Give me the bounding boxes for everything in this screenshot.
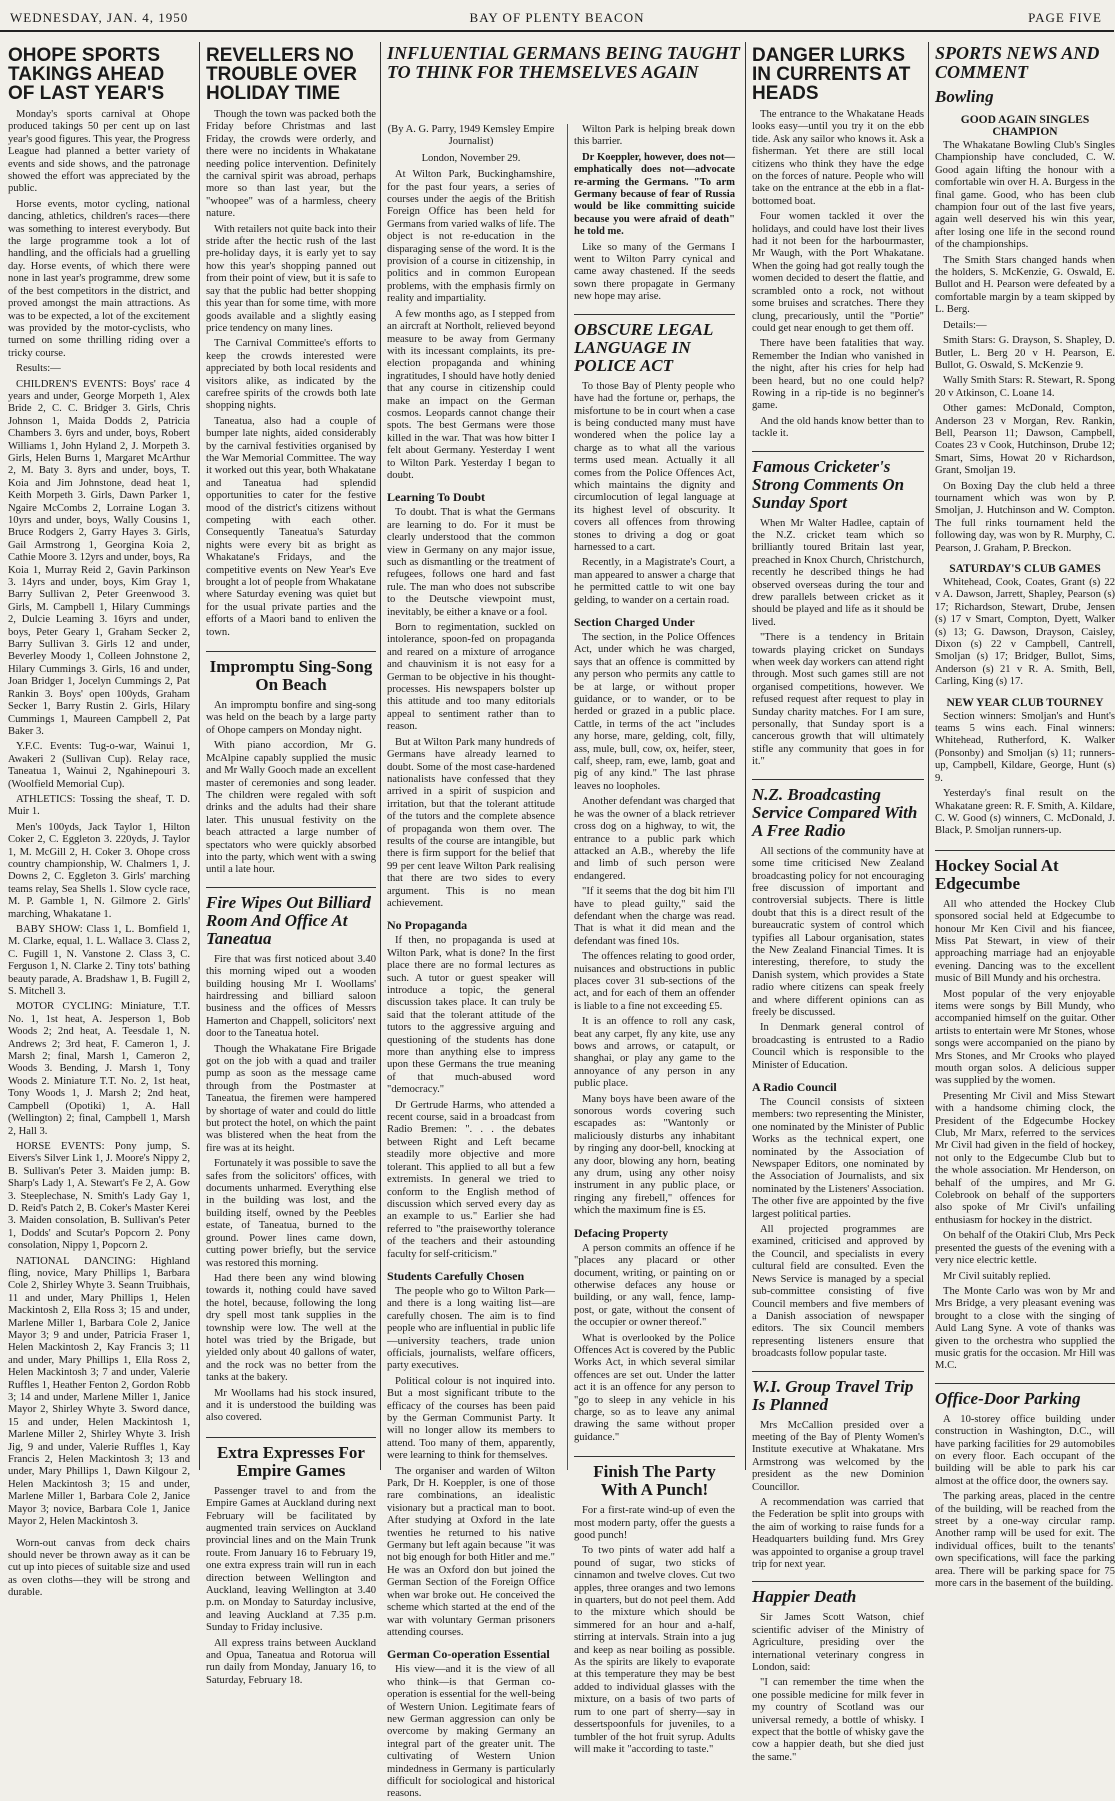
subhead-saturday-games: SATURDAY'S CLUB GAMES (949, 563, 1101, 575)
article-paragraph: Mr Woollams had his stock insured, and it is understood the building was also covered. (206, 1387, 376, 1424)
article-paragraph: "If it seems that the dog bit him I'll have to plead guilty," said the defendant when the charge was read. That is what it did mean and the defendant was fined 10s. (574, 886, 735, 947)
headline-ohope-sports: OHOPE SPORTS TAKINGS AHEAD OF LAST YEAR'S (8, 45, 165, 104)
article-paragraph: Results:— (16, 363, 61, 375)
article-paragraph: The Council consists of sixteen members: two representing the Minister, one nominated by the Minister of Public Works as the technical expert, one nominated by the Association of Newspaper Editors, one nominated by the Association of Journalists, and six nominated by the Listeners' Association. The other five are appointed by the five largest political parties. (752, 1097, 924, 1220)
results-baby-show: BABY SHOW: Class 1, L. Bomfield 1, M. Clarke, equal, 1. L. Wallace 3. Class 2, C. Fugill 1, N. Vanstone 2. Class 3, C. Ferguson 1, N. Clarke 2. Tiny tots' bathing beauty parade, A. Bradshaw 1, B. Fugill 2, S. Mitchell 3. (8, 924, 190, 998)
page-number: PAGE FIVE (1028, 10, 1102, 25)
results-children: CHILDREN'S EVENTS: Boys' race 4 years and under, George Morpeth 1, Alex Bride 2, C. C. Bridger 3. Girls, Chris Johnson 1, Maida Dodds 2, Patricia Chambers 3. 6yrs and under, boys, Robert Williams 1, John Hyland 2, J. Morpeth 3. Girls, Helen Burns 1, Margaret McArthur 2, M. Baty 3. 8yrs and under, boys, T. Koia and Jim Johnstone, dead heat 1, Keith Morpeth 3. Girls, Dawn Parker 1, Ngaire McCombs 2, Lorraine Logan 3. 10yrs and under, boys, Wally Cousins 1, Bruce Rodgers 2, Garry Hayes 3. Girls, Gail Armstrong 1, Georgina Koia 2, Cathie Moore 3. 12yrs and under, boys, Ra Koia 1, Murray Reid 2, Gavin Parkinson 3. 14yrs and under, boys, Kim Gray 1, Barry Sullivan 2, Peter Greenwood 3. Girls, M. Campbell 1, Hilary Cummings 2, Dulcie Leaming 3. 16yrs and under, boys, Peter Geary 1, Graham Secker 2, Barry Sullivan 3. Girls 12 and under, Beverley Moody 1, Colleen Johnstone 2, Hilary Cummings 3. Girls, 16 and under, Joan Bridger 1, Jocelyn Cummings 2, Pat Rankin 3. Boys' open 100yds, Graham Secker 1, Barry Rustin 2. Girls, Hilary Cummings 1, Maureen Campbell 2, Pat Baker 3. (8, 378, 190, 737)
article-paragraph: Monday's sports carnival at Ohope produced takings 50 per cent up on last year's good figures. This year, the Progress League had planned a better variety of events and side shows, and the patronage showed the effort was appreciated by the public. (8, 109, 190, 195)
columns (8, 42, 1115, 1800)
article-paragraph: There have been fatalities that way. Remember the Indian who vanished in the night, after his cries for help had been heard, but no one could help? Rowing in a rip-tide is no beginner's game. (752, 338, 924, 412)
subhead-students: Students Carefully Chosen (387, 1268, 525, 1283)
article-paragraph: If then, no propaganda is used at Wilton Park, what is done? In the first place there are no formal lectures as such. A tutor or guest speaker will introduce a topic, the general discussion takes place. It can truly be said that the tolerant attitude of the tutors to the aggressive arguing and questioning of the students has done more than anything else to impress upon these Germans the true meaning of that much-abused word "democracy." (387, 935, 555, 1096)
article-paragraph: Mr Civil suitably replied. (943, 1270, 1051, 1282)
article-paragraph: Like so many of the Germans I went to Wilton Parry cynical and came away chastened. If the seeds sown there propagate in Germany new hope may arise. (574, 241, 735, 303)
headline-danger: DANGER LURKS IN CURRENTS AT HEADS (752, 45, 911, 104)
issue-date: WEDNESDAY, JAN. 4, 1950 (10, 10, 189, 25)
article-paragraph: Most popular of the very enjoyable items were songs by Bill Mundy, who accompanied himself on the guitar. Other artists to entertain were Mr Stones, whose songs were accompanied on the piano by Mrs Stones, and Mr Crooks who played mouth organ solos. A delicious supper was supplied by the women. (935, 988, 1115, 1087)
kicker-bowling: Bowling (935, 87, 994, 106)
article-paragraph: It is an offence to roll any cask, beat any carpet, fly any kite, use any bows and arrows, or catapult, or shanghai, or play any game to the annoyance of any person in any public place. (574, 1016, 735, 1090)
article-paragraph: To two pints of water add half a pound of sugar, two sticks of cinnamon and twelve cloves. Cut two apples, three oranges and two lemons in quarters, but do not peel them. Add to the mixture which should be simmered for an hour and a-half, stirring at intervals. Strain into a jug and keep as near boiling as possible. As the spirits are likely to evaporate at this temperature they may be best added to individual glasses with the mixture, on a basis of two parts of rum to one part of sherry—say in dessertspoonfuls for juveniles, to a tumbler of the hot fruit syrup. Adults will make it "according to taste." (574, 1545, 735, 1755)
article-paragraph: Mrs McCallion presided over a meeting of the Bay of Plenty Women's Institute executive at Whakatane. Mrs Armstrong was welcomed by the president as the new Dominion Councillor. (752, 1419, 924, 1493)
results-national-dancing: NATIONAL DANCING: Highland fling, novice, Mary Phillips 1, Barbara Cole 2, Shirley Whyte 3. Seann Truibhais, 11 and under, Mary Phillips 1, Helen Mackintosh 2, Ella Ross 3; 15 and under, Marlene Miller 1, Barbara Cole 2, Janice Mayor 3; 9 and under, Patricia Fraser 1, Helen Mackintosh 2, Kay Francis 3; 11 and under, Mary Phillips 1, Ella Ross 2, Helen Mackintosh 3; 7 and under, Valerie Ruffles 1, Heather Fenton 2, Gordon Robb 3; 14 and under, Marlene Miller 1, Janice Mayor 2, Shirley Whyte 3. Sword dance, 15 and under, Helen Mackintosh 1, Marlene Miller 2, Shirley Whyte 3. Irish Jig, 9 and under, Valerie Ruffles 1, Kay Francis 2, Helen Mackintosh 3; 13 and under, Mary Phillips 1, Dawn Kilgour 2, Helen Mackintosh 3; 15 and under, Marlene Miller 1, Barbara Cole 2, Janice Mayor 3; novice, Barbara Cole 1, Janice Mayor 2, Helen Mackintosh 3. (8, 1255, 190, 1528)
article-paragraph: Sir James Scott Watson, chief scientific adviser of the Ministry of Agriculture, presiding over the international veterinary congress in London, said: (752, 1612, 924, 1674)
article-paragraph: To those Bay of Plenty people who have had the fortune or, perhaps, the misfortune to be in court when a case is being conducted many must have wondered when the police lay a charge as to what all the various terms used mean. Actually it all comes from the Police Offences Act, which maintains the dignity and circumlocution of legal language at its highest level of obscurity. It covers all offences from throwing stones to driving a dog or goat harnessed to a cart. (574, 380, 735, 553)
headline-punch: Finish The Party With A Punch! (574, 1456, 735, 1499)
headline-hockey-social: Hockey Social At Edgecumbe (935, 850, 1115, 893)
article-paragraph: The Whakatane Bowling Club's Singles Championship have concluded, C. W. Good again lifting the honour with a comfortable win over H. A. Burgess in the final game. Good, who has been club champion four out of the last five years, again well deserved his win this year, after losing one life in the second round of the championships. (935, 140, 1115, 251)
article-paragraph: But at Wilton Park many hundreds of Germans have already learned to doubt. Some of the most case-hardened nationalists have confessed that they arrived in a spirit of suspicion and irritation, but that the tolerant attitude of the tutors and the complete absence of propaganda won them over. The results of the course are intangible, but there is firm support for the belief that 99 per cent leave Wilton Park realising that there are two sides to every argument. This is no mean achievement. (387, 736, 555, 909)
article-paragraph: Wilton Park is helping break down this barrier. (574, 124, 735, 148)
article-paragraph: A person commits an offence if he "places any placard or other document, writing, or painting on or otherwise defaces any house or building, or any wall, fence, lamp-post, or gate, without the consent of the occupier or owner thereof." (574, 1242, 735, 1329)
article-paragraph: Details:— (943, 319, 987, 331)
article-paragraph: For a first-rate wind-up of even the most modern party, offer the guests a good punch! (574, 1505, 735, 1541)
article-paragraph: Whitehead, Cook, Coates, Grant (s) 22 v A. Dawson, Jarrett, Shapley, Pearson (s) 17; Richardson, Stewart, Drube, Jensen (s) 17 v Smart, Compton, Dyett, Walker (s) 13; G. Dawson, Drayson, Caisley, Dixon (s) 22 v Campbell, Cantrell, Smoljan (s) 17; Bridger, Bullot, Sims, Anderson (s) 21 v R. A. Smith, Bell, Carling, King (s) 17. (935, 577, 1115, 688)
headline-broadcasting: N.Z. Broadcasting Service Compared With A Free Radio (752, 779, 924, 840)
column-revellers (199, 42, 382, 1686)
article-paragraph: To doubt. That is what the Germans are learning to do. For it must be clearly understood that the common view in Germany on any major issue, such as dismantling or the treatment of refugees, follows one hard and fast rule. The man who does not subscribe to the Deutsche viewpoint must, inevitably, be either a knave or a fool. (387, 507, 555, 618)
column-ohope-sports (8, 42, 196, 1599)
article-paragraph: With retailers not quite back into their stride after the hectic rush of the last pre-holiday days, it is early yet to say how this year's shopping panned out from their point of view, but it is safe to say that the public had better shopping this year than for some time, with more goods available and a slightly easing price tendency on many lines. (206, 223, 376, 334)
article-paragraph: Recently, in a Magistrate's Court, a man appeared to answer a charge that he permitted cattle to wit one bay gelding, to wander on a certain road. (574, 557, 735, 606)
article-paragraph: A few months ago, as I stepped from an aircraft at Northolt, relieved beyond measure to be away from Germany with its incessant complaints, its pre-election propaganda and whining ingratitudes, I should have hotly denied that any course in citizenship could make an impact on the German cosmos. Leopards cannot change their spots. The best Germans were those killed in the war. That was how bitter I felt about Germany. Yesterday I went to Wilton Park. Yesterday I began to doubt. (387, 308, 555, 481)
headline-revellers: REVELLERS NO TROUBLE OVER HOLIDAY TIME (206, 45, 357, 104)
article-paragraph: Passenger travel to and from the Empire Games at Auckland during next February will be facilitated by augmented train services on Auckland provincial lines and on the Main Trunk route. From January 16 to February 19, one extra express train will run in each direction between Wellington and Auckland, leaving Wellington at 3.40 p.m. on Monday to Saturday inclusive, and leaving Auckland at 7.35 p.m. Sunday to Friday inclusive. (206, 1485, 376, 1634)
headline-sing-song: Impromptu Sing-Song On Beach (206, 651, 376, 694)
headline-happier-death: Happier Death (752, 1581, 924, 1606)
article-paragraph: The Smith Stars changed hands when the holders, S. McKenzie, G. Oswald, E. Bullot and H. Pearson were defeated by a comfortable margin by a team skipped by L. Berg. (935, 254, 1115, 316)
article-paragraph: Dr Gertrude Harms, who attended a recent course, said in a broadcast from Radio Bremen: ". . . the debates between Right and Left became steadily more objective and more tolerant. This applied to all but a few extremists. In general we tried to conform to the English method of discussion which served every day as an example to us." Earlier she had referred to "the praiseworthy tolerance of the teachers and their astounding faculty for self-criticism." (387, 1099, 555, 1260)
article-paragraph: Taneatua, also had a couple of bumper late nights, aided considerably by the carnival festivities organised by the War Memorial Committee. The way it worked out this year, both Whakatane and Taneatua had splendid opportunities to cater for the festive mood of the district's citizens without competing with each other. Consequently Taneatua's Saturday nights were every bit as bright as Whakatane's Fridays, and the competitive events on New Year's Eve brought a lot of people from Whakatane where Saturday evening was quiet but for the usual private parties and the efforts of a Maori band to enliven the town. (206, 415, 376, 638)
headline-cricketer: Famous Cricketer's Strong Comments On Sunday Sport (752, 451, 924, 512)
article-paragraph: When Mr Walter Hadlee, captain of the N.Z. cricket team which so brilliantly toured Britain last year, preached in Knox Church, Christchurch, recently he described things he had observed overseas during the tour and drew parallels between cricket as it should be played and life as it should be lived. (752, 517, 924, 628)
article-paragraph: An impromptu bonfire and sing-song was held on the beach by a large party of Ohope campers on Monday night. (206, 700, 376, 736)
article-paragraph: Though the town was packed both the Friday before Christmas and last Friday, the crowds were orderly, and there were no incidents in Whakatane needing police intervention. Definitely the carnival spirit was abroad, perhaps more so than last year, but the "whoopee" was of a harmless, cheery nature. (206, 109, 376, 220)
article-paragraph: A 10-storey office building under construction in Washington, D.C., will have parking facilities for 29 automobiles on every floor. Each occupant of the building will be able to park his car almost at the office door, the owners say. (935, 1413, 1115, 1487)
article-paragraph: At Wilton Park, Buckinghamshire, for the past four years, a series of courses under the aegis of the British Foreign Office has been held for Germans from varied walks of life. The object is not re-education in the disparaging sense of the word. It is the provision of a course in citizenship, in politics and in common European problems, with the emphasis firmly on reality and impartiality. (387, 169, 555, 305)
results-horse-events: HORSE EVENTS: Pony jump, S. Eivers's Silver Link 1, J. Moore's Nippy 2, B. Sullivan's Peter 3. Maiden jump: B. Sharp's Lady 1, A. Stewart's Fe 2, A. Gow 3. Steeplechase, N. Smith's Lady Gay 1, D. Reid's Patch 2, B. Coker's Master Kerei 3. Maiden consolation, B. Sullivan's Peter 1, Dodds' and Scutar's Popcorn 2. Pony consolation, Nippy 1, Popcorn 2. (8, 1140, 190, 1252)
article-paragraph: Fortunately it was possible to save the safes from the solicitors' offices, with documents unharmed. Everything else in the building was lost, and the building itself, owned by the Peebles estate, of Taneatua, burned to the ground. Power lines came down, cutting power briefly, but the service was restored this morning. (206, 1158, 376, 1269)
article-paragraph: The entrance to the Whakatane Heads looks easy—until you try it on the ebb tide. Ask any sailor who knows it. Ask a fisherman. Yet there are still local citizens who think they have the edge on the forces of nature. People who will take on the entrance at the ebb in a flat-bottomed boat. (752, 109, 924, 207)
article-paragraph: On behalf of the Otakiri Club, Mrs Peck presented the guests of the evening with a very nice electric kettle. (935, 1230, 1115, 1267)
dateline: London, November 29. (421, 152, 521, 164)
subhead-defacing: Defacing Property (574, 1225, 669, 1240)
headline-legal-language: OBSCURE LEGAL LANGUAGE IN POLICE ACT (574, 314, 735, 375)
article-paragraph: Born to regimentation, suckled on intolerance, spoon-fed on propaganda and reared on a mixture of arrogance and chauvinism it is not easy for a German to be objective in his thought-processes. His newspapers bolster up this attitude and too many editorials appeal to sentiment rather than to reason. (387, 622, 555, 733)
subhead-no-propaganda: No Propaganda (387, 918, 468, 933)
subhead-radio-council: A Radio Council (752, 1080, 837, 1094)
filler-canvas-tip: Worn-out canvas from deck chairs should never be thrown away as it can be cut up into pieces of suitable size and used as oven cloths—they will be strong and durable. (8, 1537, 190, 1599)
headline-office-parking: Office-Door Parking (935, 1383, 1115, 1408)
subhead-singles: GOOD AGAIN SINGLES CHAMPION (960, 114, 1090, 138)
article-paragraph: All express trains between Auckland and Opua, Taneatua and Rotorua will run daily from Monday, January 16, to Saturday, February 18. (206, 1637, 376, 1686)
article-paragraph: Many boys have been aware of the sonorous words covering such escapades as: "Wantonly or maliciously disturbs any inhabitant by ringing any door-bell, knocking at any door, blowing any horn, beating any drum, using any other noisy instrument in any public place, or ringing any firebell," offences for which the maximum fine is £5. (574, 1093, 735, 1217)
subcolumn-left (387, 124, 555, 1800)
results-motor-cycling: MOTOR CYCLING: Miniature, T.T. No. 1, 1st heat, A. Jesperson 1, Bob Woods 2; 2nd heat, A. Teesdale 1, N. Andrews 2; 3rd heat, F. Cameron 1, J. Marsh 2; final, Marsh 1, Cameron 2, Woods 3. Bending, J. Marsh 1, Tony Woods 2. Miniature T.T. No. 2, 1st heat, Tony Woods 1, J. Marsh 2; 2nd heat, Campbell (Opotiki) 1, A. Hall (Wellington) 2; final, Campbell 1, Marsh 2, Hall 3. (8, 1001, 190, 1137)
results-athletics: ATHLETICS: Tossing the sheaf, T. D. Muir 1. (8, 793, 190, 818)
article-paragraph: His view—and it is the view of all who think—is that German co-operation is essential for the well-being of Western Union. Legitimate fears of new German aggression can only be overcome by making Germany an integral part of the greater unit. The cultivating of Western Union mindedness in Germany is particularly difficult for sociological and historical reasons. (387, 1664, 555, 1800)
headline-sports-news: SPORTS NEWS AND COMMENT (935, 43, 1100, 82)
results-men: Men's 100yds, Jack Taylor 1, Hilton Coker 2, C. Eggleton 3. 220yds, J. Taylor 1, M. McGill 2, H. Coker 3. Ohope cross country championship, W. Chalmers 1, J. Downs 2, C. Eggleton 3. Girls' marching teams relay, Sea Shells 1. Slow cycle race, M. P. Gamble 1, N. Gilmore 2. Girls' marching, Whakatane 1. (8, 821, 190, 920)
article-paragraph-bold: Dr Koeppler, however, does not—emphatically does not—advocate re-arming the Germans. "To arm Germany because of fear of Russia would be like committing suicide because you were afraid of death" he told me. (574, 151, 735, 238)
headline-wi-travel: W.I. Group Travel Trip Is Planned (752, 1371, 924, 1414)
newspaper-name: BAY OF PLENTY BEACON (469, 10, 645, 25)
article-paragraph: Smith Stars: G. Drayson, S. Shapley, D. Butler, L. Berg 20 v H. Pearson, E. Bullot, G. Oswald, S. McKenzie 9. (935, 335, 1115, 371)
article-paragraph: All sections of the community have at some time criticised New Zealand broadcasting policy for not encouraging free discussion of important and controversial subjects. There is little doubt that this is a direct result of the bureaucratic system of control which typifies all Labour organisation, states the New Zealand Financial Times. It is interesting, therefore, to study the Danish system, which provides a State radio where citizens can speak freely and where different opinions can as freely be discussed. (752, 845, 924, 1018)
article-paragraph: What is overlooked by the Police Offences Act is covered by the Public Works Act, in which several similar offences are set out. Under the latter act it is an offence for any person to "go to sleep in any vehicle in his charge, so as to leave any animal drawing the same without proper guidance." (574, 1332, 735, 1443)
byline: (By A. G. Parry, 1949 Kemsley Empire Journalist) (387, 124, 555, 148)
article-paragraph: Section winners: Smoljan's and Hunt's teams 5 wins each. Final winners: Whitehead, Rutherford, K. Walker (Ponsonby) and Smoljan (s) 11; runners-up, Campbell, Kildare, George, Hunt (s) 9. (935, 710, 1115, 784)
column-danger-lurks (745, 42, 930, 1763)
headline-empire-games: Extra Expresses For Empire Games (206, 1437, 376, 1480)
masthead (0, 0, 1114, 32)
article-paragraph: "I can remember the time when the one possible medicine for milk fever in my country of Scotland was our universal remedy, a bottle of whisky. I expect that the bottle of whisky gave the cow a happier death, but she died just the same." (752, 1677, 924, 1763)
subhead-new-year-tourney: NEW YEAR CLUB TOURNEY (946, 696, 1104, 709)
article-paragraph: Presenting Mr Civil and Miss Stewart with a handsome chiming clock, the President of the Edgecumbe Hockey Club, Mr Marx, referred to the services Mr Civil had given in the field of hockey, not only to the Edgecumbe Club but to the whole association. Mr Henderson, on behalf of the umpires, and Mr G. Colebrook on behalf of the supporters also spoke of Mr Civil's unfailing enthusiasm for hockey in the district. (935, 1090, 1115, 1226)
article-paragraph: Another defendant was charged that he was the owner of a black retriever cross dog on a highway, to wit, the entrance to a public park which attacked an A.B., whereby the life and limb of such person were endangered. (574, 796, 735, 882)
subhead-cooperation: German Co-operation Essential (387, 1647, 550, 1662)
article-paragraph: The Monte Carlo was won by Mr and Mrs Bridge, a very pleasant evening was brought to a close with the singing of Auld Lang Syne. A vote of thanks was given to the orchestra who supplied the music gratis for the occasion. Mr Hill was M.C. (935, 1285, 1115, 1372)
article-paragraph: The Carnival Committee's efforts to keep the crowds interested were appreciated by both local residents and visitors alike, as indicated by the carefree spirits of the crowds both late shopping nights. (206, 338, 376, 412)
article-paragraph: Other games: McDonald, Compton, Anderson 23 v Morgan, Rev. Rankin, Bell, Pearson 11; Dawson, Campbell, Coates 23 v Cook, Hutchinson, Drube 12; Smart, Sims, Howat 20 v Richardson, Grant, Smoljan 19. (935, 403, 1115, 477)
article-paragraph: Horse events, motor cycling, national dancing, athletics, children's races—there was something to interest everybody. But the large programme took a lot of handling, and the officials had a gruelling day. Horse events, of which there were none in last year's programme, drew some of the best competitors in the district, and proved amongst the main attractions. As was to be expected, a lot of the excitement was provided by the motor-cyclists, who turned on some thrilling riding over a tricky course. (8, 198, 190, 359)
results-yfc: Y.F.C. Events: Tug-o-war, Wainui 1, Awakeri 2 (Sullivan Cup). Relay race, Taneatua 1, Wainui 2, Ngahinepouri 3. (Woolfield Memorial Cup). (8, 741, 190, 790)
article-paragraph: Yesterday's final result on the Whakatane green: R. F. Smith, A. Kildare, C. W. Good (s) winners, C. McDonald, J. Black, P. Smoljan runners-up. (935, 788, 1115, 837)
subhead-learning: Learning To Doubt (387, 490, 486, 505)
article-paragraph: The offences relating to good order, nuisances and obstructions in public places cover 31 sub-sections of the act, and for each of them an offender is liable to a fine not exceeding £5. (574, 951, 735, 1012)
article-paragraph: And the old hands know better than to tackle it. (752, 415, 924, 440)
article-paragraph: Though the Whakatane Fire Brigade got on the job with a quad and trailer pump as soon as the message came through from the Postmaster at Taneatua, the firemen were hampered by shortage of water and could do little but protect the hotel, on which the paint was blistered when the heat from the fire was at its height. (206, 1043, 376, 1154)
subhead-section: Section Charged Under (574, 615, 695, 629)
article-paragraph: Wally Smith Stars: R. Stewart, R. Spong 20 v Atkinson, C. Loane 14. (935, 375, 1115, 399)
article-paragraph: A recommendation was carried that the Federation be split into groups with the aim of working to raise funds for a Headquarters building fund. Mrs Grey was appointed to organise a group travel trip for next year. (752, 1496, 924, 1570)
article-paragraph: Political colour is not inquired into. But a most significant tribute to the efficacy of the courses has been paid by the German Communist Party. It will no longer allow its members to attend. Too many of them, apparently, were learning to think for themselves. (387, 1375, 555, 1462)
article-paragraph: In Denmark general control of broadcasting is entrusted to a Radio Council which is responsible to the Minister of Education. (752, 1022, 924, 1071)
column-sports-news (928, 42, 1115, 1590)
subcolumn-right (567, 124, 735, 1755)
article-paragraph: The section, in the Police Offences Act, under which he was charged, says that an offence is committed by any person who permits any cattle to be at large, or without proper guidance, or to wander, or to be herded or grazed in a public place. Cattle, in terms of the act "includes any horse, mare, gelding, colt, filly, ass, mule, bull, cow, ox, heifer, steer, calf, sheep, ram, ewe, lamb, goat and pig of any kind." The last phrase leaves no loopholes. (574, 632, 735, 792)
article-paragraph: The people who go to Wilton Park—and there is a long waiting list—are carefully chosen. The aim is to find people who are influential in public life—university teachers, trade union officials, journalists, welfare officers, party executives. (387, 1285, 555, 1372)
article-paragraph: Fire that was first noticed about 3.40 this morning wiped out a wooden building housing Mr I. Woollams' hairdressing and billiard saloon business and the offices of Messrs Hamerton and Chappell, solicitors' next door to the Taneatua hotel. (206, 953, 376, 1040)
article-paragraph: Had there been any wind blowing towards it, nothing could have saved the hotel, because, following the long dry spell most tank supplies in the township were low. The well at the hotel was tried by the Brigade, but yielded only about 40 gallons of water, and the rock was no better from the tanks at the bakery. (206, 1272, 376, 1384)
headline-germans: INFLUENTIAL GERMANS BEING TAUGHT TO THINK FOR THEMSELVES AGAIN (387, 43, 740, 82)
column-influential-germans (380, 42, 747, 1800)
article-paragraph: With piano accordion, Mr G. McAlpine capably supplied the music and Mr Wally Gooch made an excellent master of ceremonies and song leader. The children were regaled with soft drinks and the adults had their share later. This unusual festivity on the beach attracted a large number of spectators who were quickly absorbed into the party, which went with a swing until a late hour. (206, 740, 376, 876)
article-paragraph: On Boxing Day the club held a three tournament which was won by P. Smoljan, J. Hutchinson and W. Compton. The full rinks tournament held the following day, was won by R. Murphy, C. Pearson, J. Graham, P. Breckon. (935, 480, 1115, 554)
article-paragraph: "There is a tendency in Britain towards playing cricket on Sundays when week day workers can attend right through. Most such games still are not organised competitions, however. We refused request after request to play in Sunday charity matches. For I am sure, personally, that Sunday sport is a cancerous growth that will ultimately stifle any community that goes in for it." (752, 632, 924, 768)
article-paragraph: Four women tackled it over the holidays, and could have lost their lives had it not been for the harbourmaster, Mr Waugh, with the Port Whakatane. When the going had got really tough the women decided to desert the flattie, and scrambled onto a rock, not without some bruises and scratches. There they clung, precariously, until the "Portie" could get near enough to get them off. (752, 211, 924, 334)
article-paragraph: All projected programmes are examined, criticised and approved by the Council, and specialists in every cultural field are consulted. Even the News Service is managed by a special sub-committee consisting of five Council members and five members of a Danish association of newspaper editors. The six Council members representing listeners ensure that broadcasts follow popular taste. (752, 1224, 924, 1360)
article-paragraph: The organiser and warden of Wilton Park, Dr H. Koeppler, is one of those rare combinations, an idealistic visionary but a practical man to boot. After studying at Oxford in the late twenties he returned to his native Germany but left again because "it was not big enough for both Hitler and me." He was an Oxford don but joined the German Section of the Foreign Office when war broke out. He conceived the scheme which started at the end of the war with voluntary German prisoners attending courses. (387, 1465, 555, 1638)
article-paragraph: All who attended the Hockey Club sponsored social held at Edgecumbe to honour Mr Ken Civil and his fiancee, Miss Pat Stewart, in view of their approaching marriage had an enjoyable evening. Dancing was to the excellent music of Bill Mundy and his orchestra. (935, 898, 1115, 985)
article-paragraph: The parking areas, placed in the centre of the building, will be reached from the street by a one-way circular ramp. Another ramp will be used for exit. The individual offices, built to the tenants' own specifications, will face the parking area. There will be parking space for 75 more cars in the basement of the building. (935, 1491, 1115, 1590)
headline-fire: Fire Wipes Out Billiard Room And Office At Taneatua (206, 887, 376, 948)
